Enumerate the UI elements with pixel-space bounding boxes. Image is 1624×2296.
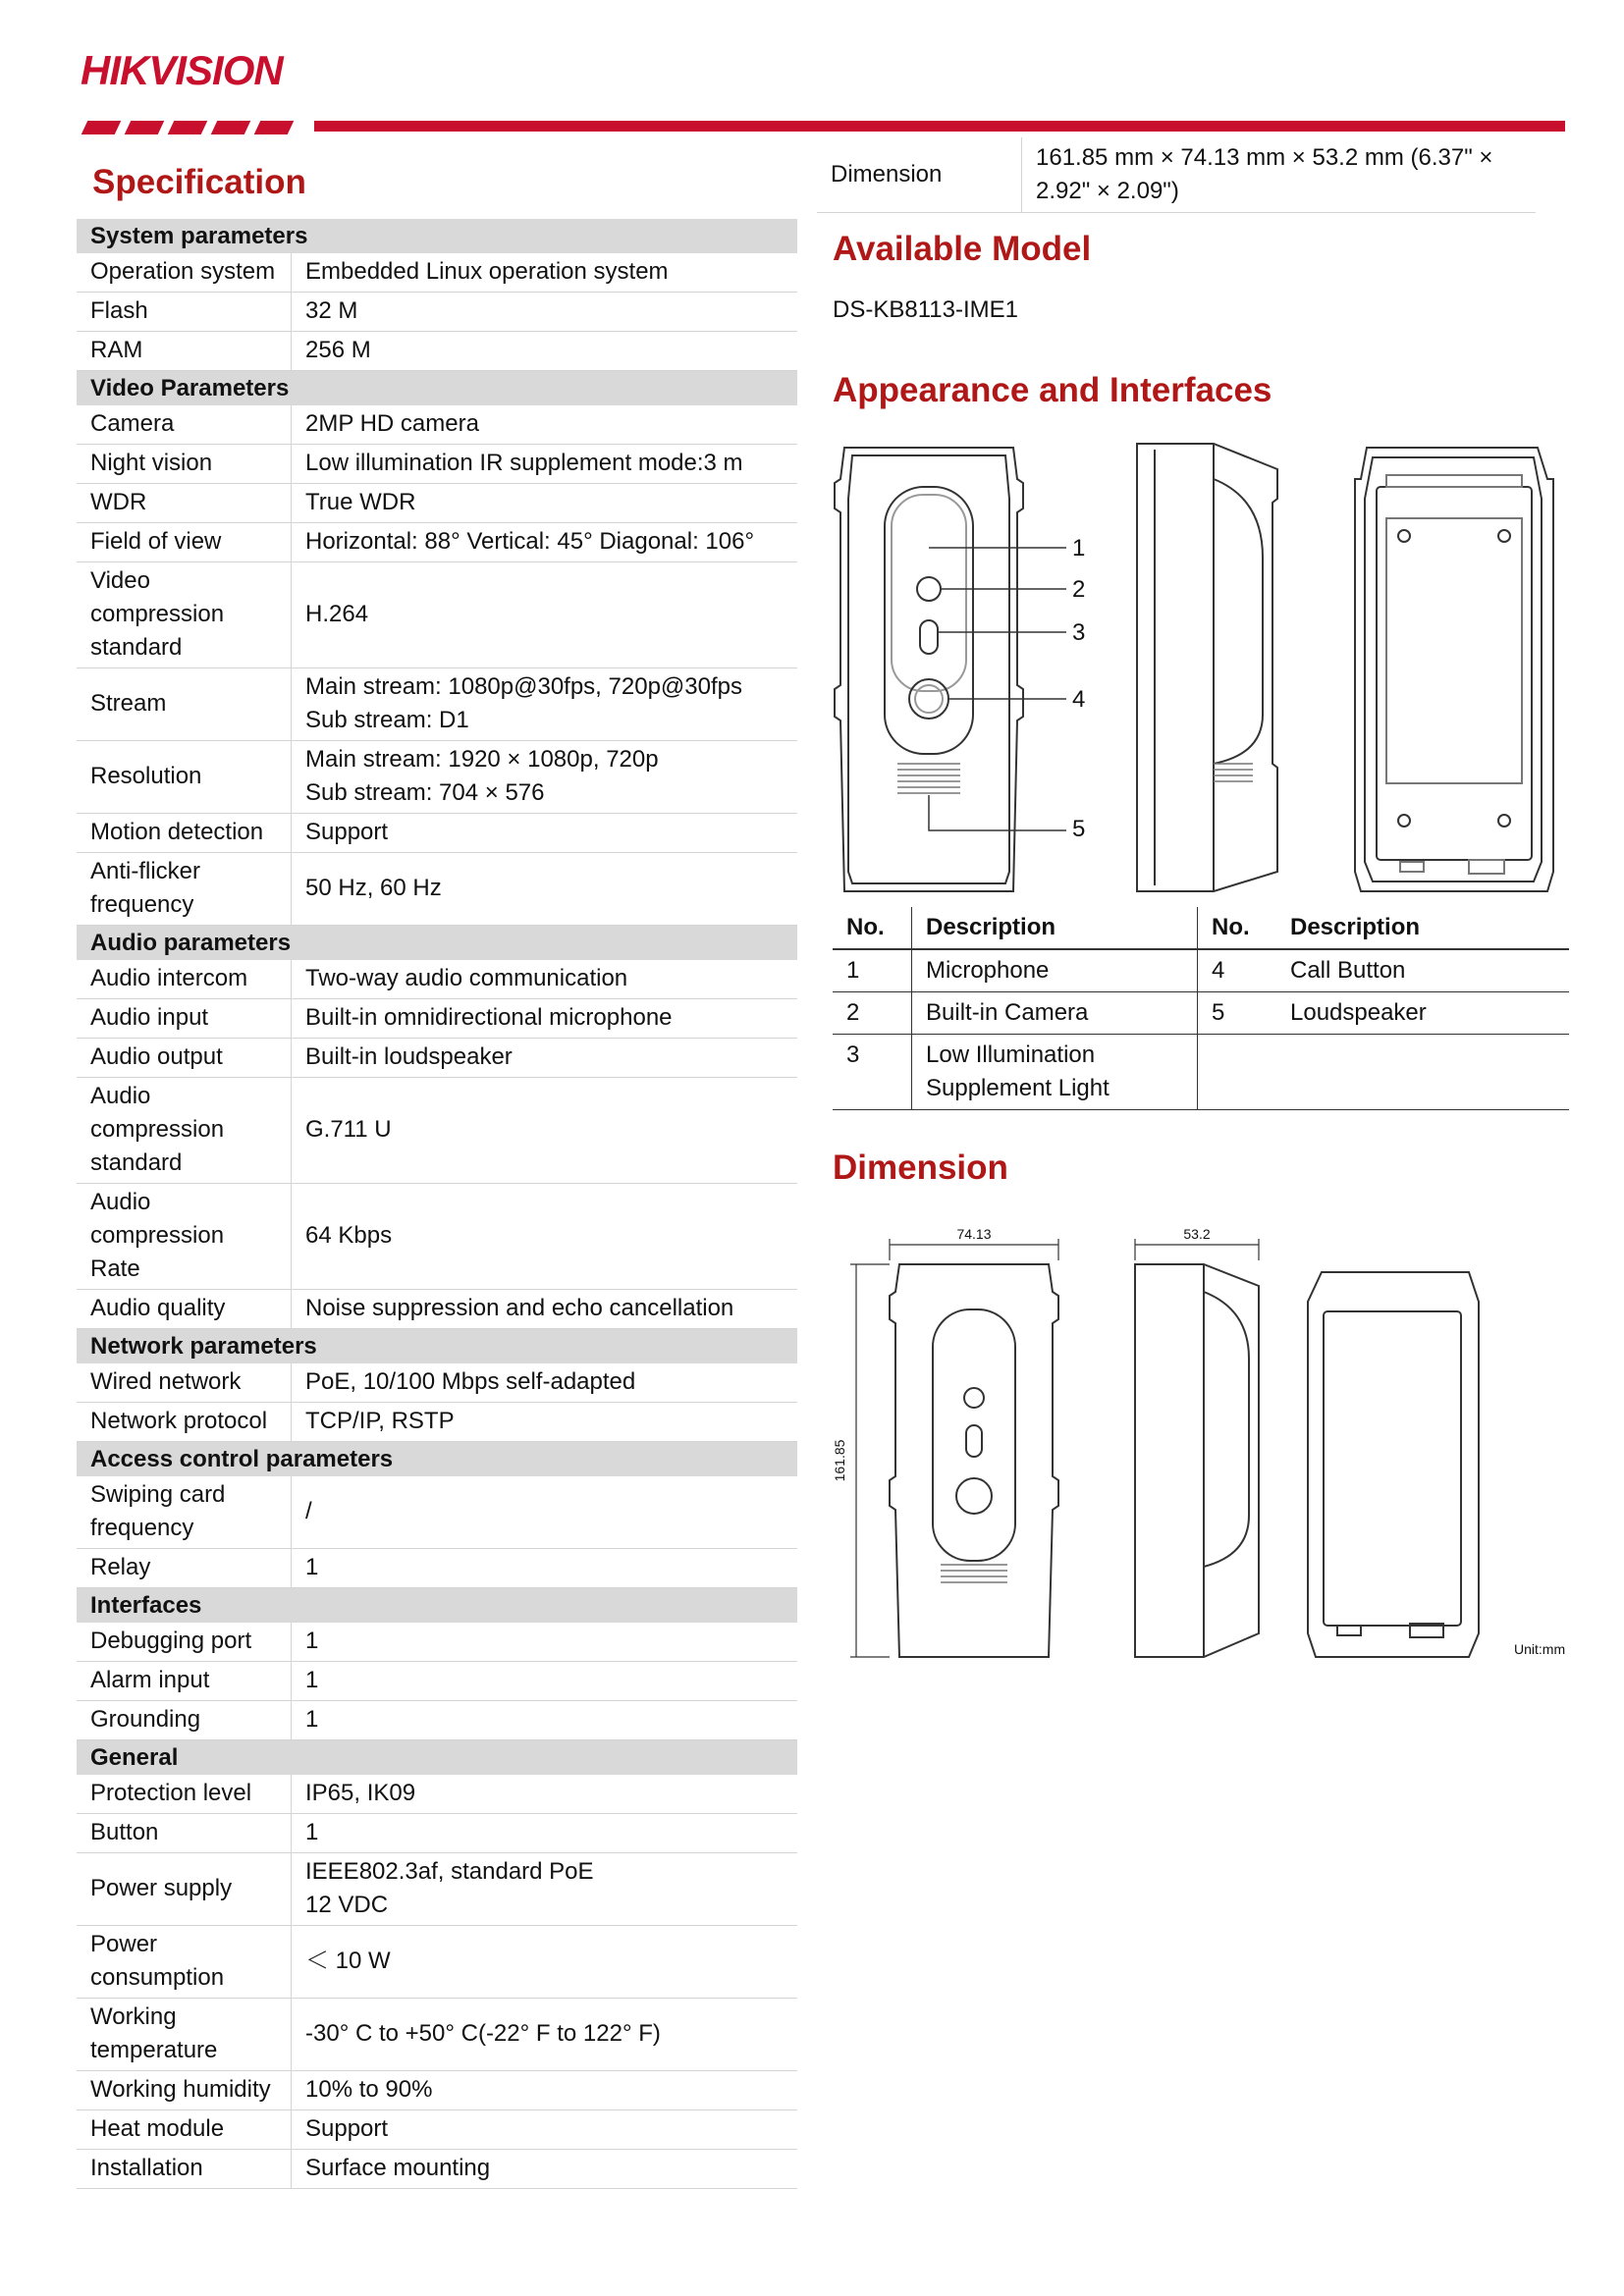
spec-row — [77, 1184, 797, 1290]
spec-key: Camera — [77, 405, 292, 445]
interface-description: Built-in Camera — [912, 992, 1198, 1035]
interface-no: 1 — [833, 949, 912, 992]
spec-key: Video compression standard — [77, 562, 292, 668]
spec-value: IP65, IK09 — [292, 1775, 798, 1814]
interface-row — [833, 949, 1569, 992]
available-model-heading: Available Model — [833, 230, 1092, 268]
interface-description: Microphone — [912, 949, 1198, 992]
col-no-1: No. — [833, 907, 912, 949]
spec-value: G.711 U — [292, 1078, 798, 1184]
spec-value: 10% to 90% — [292, 2071, 798, 2110]
spec-key: Debugging port — [77, 1623, 292, 1662]
spec-row — [77, 1290, 797, 1329]
interface-no: 4 — [1198, 949, 1277, 992]
spec-row — [77, 741, 797, 814]
spec-row — [77, 814, 797, 853]
spec-row — [77, 1039, 797, 1078]
spec-row — [77, 332, 797, 371]
spec-value: 2MP HD camera — [292, 405, 798, 445]
spec-row — [77, 1403, 797, 1442]
interface-no: 5 — [1198, 992, 1277, 1035]
spec-value: Noise suppression and echo cancellation — [292, 1290, 798, 1329]
spec-key: RAM — [77, 332, 292, 371]
spec-key: Heat module — [77, 2110, 292, 2150]
spec-section-header: Access control parameters — [77, 1442, 797, 1477]
interface-no: 2 — [833, 992, 912, 1035]
spec-value: 32 M — [292, 293, 798, 332]
dimension-label: Dimension — [817, 137, 1022, 213]
spec-key: Field of view — [77, 523, 292, 562]
col-no-2: No. — [1198, 907, 1277, 949]
spec-value: 1 — [292, 1814, 798, 1853]
spec-row — [77, 1814, 797, 1853]
brand-logo: HIKVISION — [81, 47, 283, 93]
interface-description: Low Illumination Supplement Light — [912, 1035, 1198, 1110]
appearance-drawings — [831, 440, 1569, 899]
col-desc-1: Description — [912, 907, 1198, 949]
spec-value: Main stream: 1080p@30fps, 720p@30fps Sub stream: D1 — [292, 668, 798, 741]
spec-row — [77, 1853, 797, 1926]
spec-row — [77, 253, 797, 293]
spec-key: Wired network — [77, 1363, 292, 1403]
spec-row — [77, 1623, 797, 1662]
interface-description — [1276, 1035, 1569, 1110]
interface-no: 3 — [833, 1035, 912, 1110]
spec-row — [77, 1363, 797, 1403]
interface-no — [1198, 1035, 1277, 1110]
dimension-value: 161.85 mm × 74.13 mm × 53.2 mm (6.37" × 2.92" × 2.09") — [1022, 137, 1537, 213]
spec-value: 64 Kbps — [292, 1184, 798, 1290]
spec-value: 50 Hz, 60 Hz — [292, 853, 798, 926]
spec-value: True WDR — [292, 484, 798, 523]
dimension-heading: Dimension — [833, 1148, 1008, 1187]
spec-key: Power consumption — [77, 1926, 292, 1999]
interface-description: Call Button — [1276, 949, 1569, 992]
interface-description: Loudspeaker — [1276, 992, 1569, 1035]
spec-value: Main stream: 1920 × 1080p, 720p Sub stream: 704 × 576 — [292, 741, 798, 814]
callout-2: 2 — [1072, 576, 1086, 603]
spec-key: Audio compression standard — [77, 1078, 292, 1184]
spec-key: Button — [77, 1814, 292, 1853]
spec-key: Audio compression Rate — [77, 1184, 292, 1290]
callout-5: 5 — [1072, 816, 1086, 842]
spec-row — [77, 1999, 797, 2071]
unit-label: Unit:mm — [1514, 1641, 1566, 1657]
spec-value: Surface mounting — [292, 2150, 798, 2189]
spec-row — [77, 1476, 797, 1549]
spec-value: PoE, 10/100 Mbps self-adapted — [292, 1363, 798, 1403]
spec-section-header: Network parameters — [77, 1329, 797, 1364]
spec-key: Alarm input — [77, 1662, 292, 1701]
spec-key: Grounding — [77, 1701, 292, 1740]
spec-section-header: Interfaces — [77, 1588, 797, 1624]
spec-key: Power supply — [77, 1853, 292, 1926]
spec-value: / — [292, 1476, 798, 1549]
spec-row — [77, 1775, 797, 1814]
spec-row — [77, 1662, 797, 1701]
appearance-heading: Appearance and Interfaces — [833, 371, 1272, 409]
callout-3: 3 — [1072, 619, 1086, 646]
spec-value: Two-way audio communication — [292, 960, 798, 999]
spec-row — [77, 1549, 797, 1588]
spec-section-header: General — [77, 1740, 797, 1776]
spec-key: Flash — [77, 293, 292, 332]
dimension-row-table — [817, 137, 1536, 213]
spec-row — [77, 1701, 797, 1740]
spec-value: Low illumination IR supplement mode:3 m — [292, 445, 798, 484]
spec-row — [77, 293, 797, 332]
spec-key: Audio input — [77, 999, 292, 1039]
spec-key: Swiping card frequency — [77, 1476, 292, 1549]
specification-table — [77, 219, 797, 2189]
spec-value: 1 — [292, 1662, 798, 1701]
spec-row — [77, 960, 797, 999]
interface-row — [833, 992, 1569, 1035]
spec-key: Working humidity — [77, 2071, 292, 2110]
spec-value: ＜ 10 W — [292, 1926, 798, 1999]
spec-value: Built-in loudspeaker — [292, 1039, 798, 1078]
dim-height: 161.85 — [832, 1439, 847, 1482]
spec-value: -30° C to +50° C(-22° F to 122° F) — [292, 1999, 798, 2071]
spec-section-header: Video Parameters — [77, 371, 797, 406]
spec-row — [77, 445, 797, 484]
spec-row — [77, 1078, 797, 1184]
spec-row — [77, 668, 797, 741]
spec-key: WDR — [77, 484, 292, 523]
spec-value: 1 — [292, 1701, 798, 1740]
spec-value: IEEE802.3af, standard PoE 12 VDC — [292, 1853, 798, 1926]
spec-value: 1 — [292, 1549, 798, 1588]
spec-key: Operation system — [77, 253, 292, 293]
spec-key: Audio quality — [77, 1290, 292, 1329]
spec-row — [77, 484, 797, 523]
spec-value: Support — [292, 814, 798, 853]
callout-1: 1 — [1072, 535, 1086, 561]
spec-row — [77, 1926, 797, 1999]
header-rule — [314, 121, 1565, 132]
spec-row — [77, 2110, 797, 2150]
spec-value: Support — [292, 2110, 798, 2150]
spec-row — [77, 562, 797, 668]
spec-value: TCP/IP, RSTP — [292, 1403, 798, 1442]
spec-value: H.264 — [292, 562, 798, 668]
spec-key: Relay — [77, 1549, 292, 1588]
spec-value: 256 M — [292, 332, 798, 371]
col-desc-2: Description — [1276, 907, 1569, 949]
spec-row — [77, 523, 797, 562]
interfaces-description-table — [833, 907, 1569, 1110]
spec-row — [77, 999, 797, 1039]
spec-key: Anti-flicker frequency — [77, 853, 292, 926]
spec-key: Audio intercom — [77, 960, 292, 999]
interface-row — [833, 1035, 1569, 1110]
spec-key: Night vision — [77, 445, 292, 484]
spec-key: Network protocol — [77, 1403, 292, 1442]
spec-row — [77, 405, 797, 445]
dim-width: 74.13 — [956, 1226, 992, 1242]
spec-value: 1 — [292, 1623, 798, 1662]
spec-row — [77, 2071, 797, 2110]
spec-key: Resolution — [77, 741, 292, 814]
spec-row — [77, 2150, 797, 2189]
spec-section-header: System parameters — [77, 219, 797, 253]
spec-value: Horizontal: 88° Vertical: 45° Diagonal: 106° — [292, 523, 798, 562]
specification-heading: Specification — [92, 163, 306, 201]
spec-key: Motion detection — [77, 814, 292, 853]
spec-key: Installation — [77, 2150, 292, 2189]
spec-section-header: Audio parameters — [77, 926, 797, 961]
spec-key: Protection level — [77, 1775, 292, 1814]
spec-value: Built-in omnidirectional microphone — [292, 999, 798, 1039]
spec-key: Working temperature — [77, 1999, 292, 2071]
spec-key: Stream — [77, 668, 292, 741]
spec-key: Audio output — [77, 1039, 292, 1078]
callout-4: 4 — [1072, 686, 1086, 713]
spec-row — [77, 853, 797, 926]
model-number: DS-KB8113-IME1 — [833, 296, 1018, 323]
spec-value: Embedded Linux operation system — [292, 253, 798, 293]
dimension-drawings — [831, 1221, 1569, 1673]
logo-stripes — [81, 121, 297, 134]
dim-depth: 53.2 — [1183, 1226, 1211, 1242]
